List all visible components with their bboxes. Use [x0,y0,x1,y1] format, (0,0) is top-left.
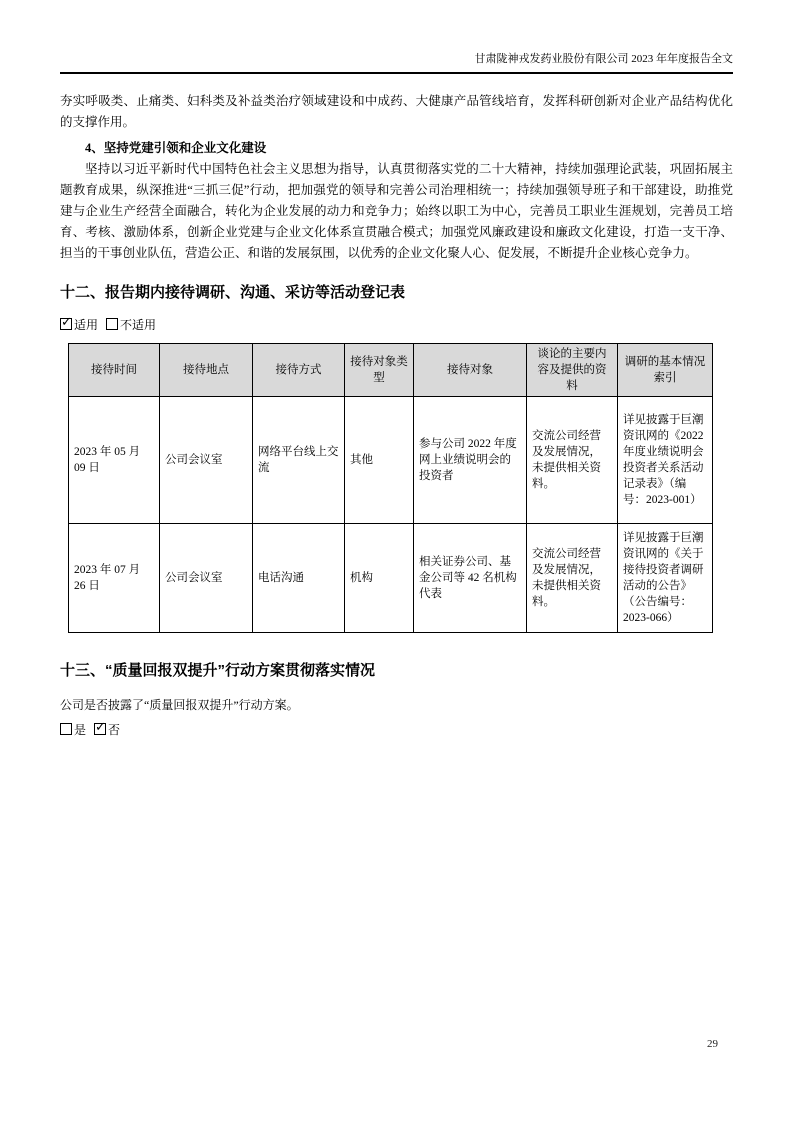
cell-reception-object: 参与公司 2022 年度网上业绩说明会的投资者 [414,397,527,524]
cell-reception-method: 电话沟通 [253,524,345,633]
page-number: 29 [707,1038,718,1050]
subheading-party-building: 4、坚持党建引领和企业文化建设 [85,141,267,155]
cell-reception-method: 网络平台线上交流 [253,397,345,524]
cell-survey-index: 详见披露于巨潮资讯网的《2022 年度业绩说明会投资者关系活动记录表》（编号：2023-001） [618,397,713,524]
col-header-reception-time: 接待时间 [69,344,160,397]
cell-reception-time: 2023 年 07 月 26 日 [69,524,160,633]
cell-reception-object: 相关证券公司、基金公司等 42 名机构代表 [414,524,527,633]
cell-discussion-content: 交流公司经营及发展情况，未提供相关资料。 [527,397,618,524]
cell-object-type: 机构 [345,524,414,633]
col-header-reception-place: 接待地点 [160,344,253,397]
applicable-label: 适用 [74,318,99,332]
table-header-row [69,344,713,397]
yes-label: 是 [74,723,87,737]
col-header-survey-index: 调研的基本情况索引 [618,344,713,397]
no-label: 否 [108,723,121,737]
table-row [69,524,713,633]
cell-discussion-content: 交流公司经营及发展情况，未提供相关资料。 [527,524,618,633]
yes-no-line [60,723,733,738]
unchecked-checkbox-icon [106,318,118,330]
page-content [60,52,733,738]
checked-checkbox-icon [94,723,106,735]
applicability-line [60,318,733,333]
section-12-title: 十二、报告期内接待调研、沟通、采访等活动登记表 [60,284,406,301]
section-13-title: 十三、“质量回报双提升”行动方案贯彻落实情况 [60,662,376,679]
checked-checkbox-icon [60,318,72,330]
unchecked-checkbox-icon [60,723,72,735]
page-header-title: 甘肃陇神戎发药业股份有限公司 2023 年年度报告全文 [60,52,733,74]
not-applicable-label: 不适用 [120,318,157,332]
paragraph-party-building: 坚持以习近平新时代中国特色社会主义思想为指导，认真贯彻落实党的二十大精神，持续加强理论武装，巩固拓展主题教育成果，纵深推进“三抓三促”行动，把加强党的领导和完善公司治理相统一；持续加强领导班子和干部建设，助推党建与企业生产经营全面融合，转化为企业发展的动力和竞争力；始终以职工为中心，完善员工职业生涯规划，完善员工培育、考核、激励体系，创新企业党建与企业文化体系宣贯融合模式；加强党风廉政建设和廉政文化建设，打造一支干净、担当的干事创业队伍，营造公正、和谐的发展氛围，以优秀的企业文化聚人心、促发展，不断提升企业核心竞争力。 [60,162,733,260]
cell-object-type: 其他 [345,397,414,524]
table-row [69,397,713,524]
cell-reception-time: 2023 年 05 月 09 日 [69,397,160,524]
col-header-discussion-content: 谈论的主要内容及提供的资料 [527,344,618,397]
cell-survey-index: 详见披露于巨潮资讯网的《关于接待投资者调研活动的公告》（公告编号：2023-066） [618,524,713,633]
disclosure-question: 公司是否披露了“质量回报双提升”行动方案。 [60,698,299,712]
reception-activity-table [68,343,713,633]
cell-reception-place: 公司会议室 [160,397,253,524]
col-header-reception-method: 接待方式 [253,344,345,397]
col-header-object-type: 接待对象类型 [345,344,414,397]
body-paragraph-continuation: 夯实呼吸类、止痛类、妇科类及补益类治疗领域建设和中成药、大健康产品管线培育，发挥科研创新对企业产品结构优化的支撑作用。 [60,94,733,129]
col-header-reception-object: 接待对象 [414,344,527,397]
cell-reception-place: 公司会议室 [160,524,253,633]
